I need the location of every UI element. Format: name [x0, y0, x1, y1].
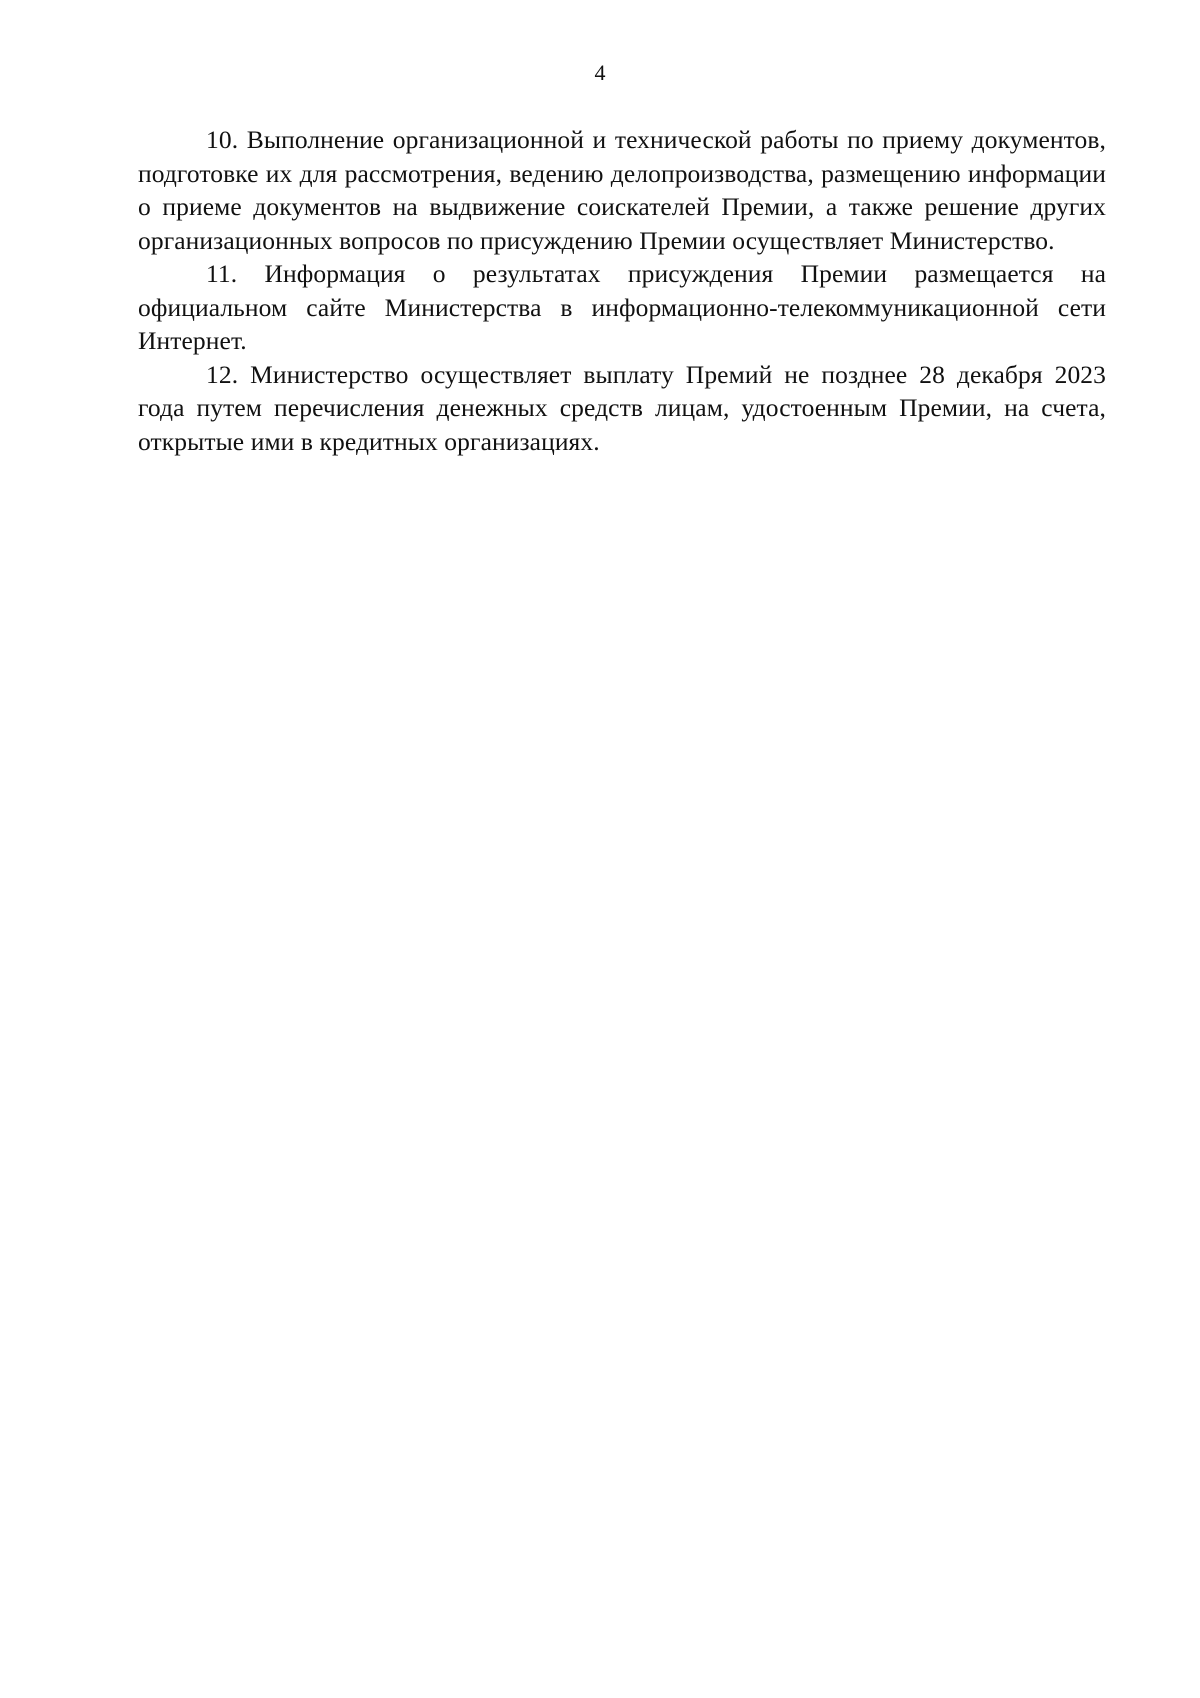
paragraph-11: 11. Информация о результатах присуждения Премии размещается на официальном сайте Министерства в информационно-телекоммуникационной сети Интернет.: [138, 259, 1106, 355]
paragraph-10: 10. Выполнение организационной и технической работы по приему документов, подготовке их для рассмотрения, ведению делопроизводства, размещению информации о приеме документов на выдвижение соискателей Премии, а также решение других организационных вопросов по присуждению Премии осуществляет Министерство.: [138, 125, 1106, 255]
paragraph-12: 12. Министерство осуществляет выплату Премий не позднее 28 декабря 2023 года путем перечисления денежных средств лицам, удостоенным Премии, на счета, открытые ими в кредитных организациях.: [138, 359, 1106, 456]
document-body: [138, 123, 1106, 458]
page-number: 4: [594, 60, 606, 85]
